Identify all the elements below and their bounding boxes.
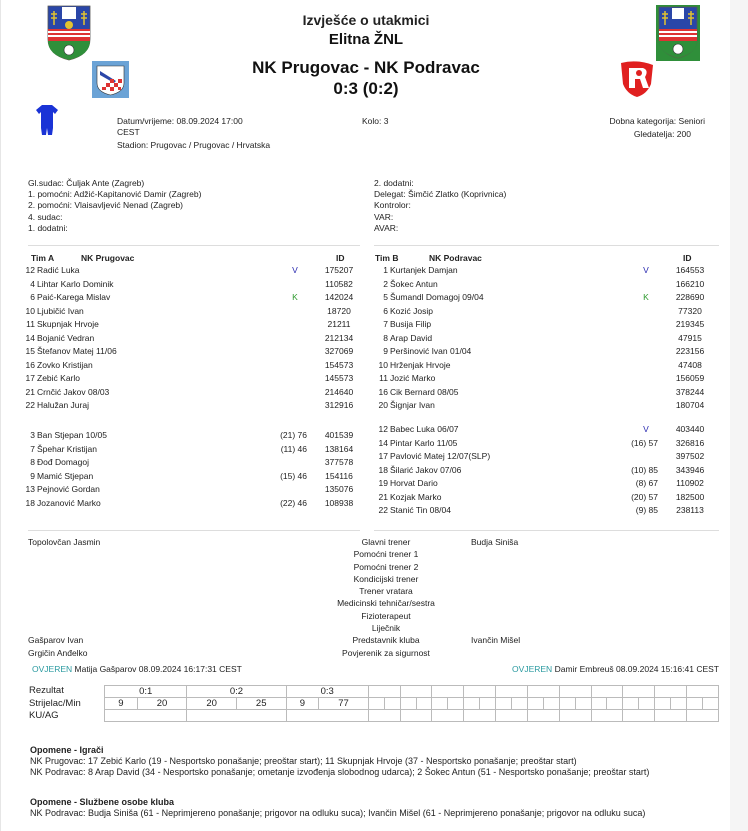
player-row [15, 318, 364, 332]
player-number: 8 [383, 332, 388, 343]
player-name: Pintar Karlo 11/05 [390, 437, 458, 448]
substitution: (10) 85 [631, 464, 658, 475]
home-verification: OVJEREN Matija Gašparov 08.09.2024 16:17:31 CEST [32, 664, 242, 674]
player-id: 312916 [324, 400, 354, 410]
ku-ag-cell [187, 710, 286, 722]
goalkeeper-flag: V [643, 265, 649, 275]
staff-member: Ivančin Mišel [471, 635, 521, 646]
scorer-cell: 9 [286, 698, 319, 710]
staff-role-label: Liječnik [371, 623, 401, 634]
score-cell: 0:1 [105, 686, 187, 698]
player-row [15, 386, 364, 400]
player-id: 154116 [325, 470, 353, 481]
substitution: (21) 76 [280, 430, 307, 440]
player-number: 10 [25, 305, 35, 316]
scorer-cell [384, 698, 400, 710]
scorer-cell: 9 [105, 698, 138, 710]
player-row [15, 443, 364, 457]
official-row: 4. sudac: [28, 211, 63, 222]
scorer-cell [448, 698, 464, 710]
player-row [368, 504, 715, 518]
team-b-name: NK Podravac [429, 253, 482, 263]
player-row [15, 359, 364, 373]
caution-line: NK Podravac: Budja Siniša (61 - Neprimjereno ponašanje; prigovor na odluku suca); Ivančin Mišel (61 - Neprimjereno ponašanje; prigovor na odluku suca) [30, 808, 646, 818]
score-cell [655, 686, 687, 698]
ku-ag-cell [655, 710, 687, 722]
scorer-cell [416, 698, 432, 710]
player-name: Đođ Domagoj [37, 457, 89, 467]
match-round: Kolo: 3 [362, 116, 389, 126]
staff-role-label: Predstavnik kluba [352, 635, 420, 646]
blue-kit-icon [35, 104, 59, 136]
score-cell [464, 686, 496, 698]
scorer-cell: 77 [319, 698, 369, 710]
scorer-cell: 20 [187, 698, 237, 710]
ku-ag-cell [686, 710, 718, 722]
player-name: Pavlović Matej 12/07(SLP) [390, 451, 491, 461]
team-b-label: Tim B [375, 253, 399, 263]
player-name: Ban Stjepan 10/05 [37, 430, 107, 440]
score-cell [432, 686, 464, 698]
score-cell [368, 686, 400, 698]
divider [374, 530, 719, 531]
staff-role-label: Kondicijski trener [353, 573, 419, 584]
ku-ag-cell [432, 710, 464, 722]
scorer-cell [496, 698, 512, 710]
player-number: 16 [378, 386, 388, 397]
player-name: Skupnjak Hrvoje [37, 319, 99, 329]
match-score: 0:3 (0:2) [333, 79, 399, 98]
substitution: (16) 57 [631, 437, 658, 448]
staff-role-label: Povjerenik za sigurnost [342, 647, 430, 658]
player-number: 13 [25, 484, 35, 494]
player-id: 214640 [324, 386, 354, 397]
player-name: Mamić Stjepan [37, 470, 94, 481]
away-verification: OVJEREN Damir Embreuš 08.09.2024 15:16:41 CEST [512, 664, 719, 674]
player-row [368, 491, 715, 505]
league-name: Elitna ŽNL [328, 31, 404, 48]
score-cell [559, 686, 591, 698]
player-row [15, 264, 364, 278]
ku-ag-cell [496, 710, 528, 722]
official-row: AVAR: [374, 222, 399, 233]
official-cautions-title: Opomene - Službene osobe kluba [30, 797, 175, 807]
scorer-cell [464, 698, 480, 710]
player-id: 154573 [324, 359, 354, 370]
player-name: Pejnović Gordan [37, 484, 100, 494]
player-row [368, 332, 715, 346]
score-cell [623, 686, 655, 698]
player-row [15, 483, 364, 497]
team-a-label: Tim A [31, 253, 55, 263]
player-number: 3 [30, 430, 35, 440]
player-name: Halužan Juraj [37, 400, 89, 410]
player-row [368, 291, 715, 305]
player-row [15, 332, 364, 346]
scorer-cell [432, 698, 448, 710]
player-number: 12 [25, 265, 35, 275]
staff-member [471, 573, 520, 585]
scorer-cell [686, 698, 702, 710]
player-name: Lihtar Karlo Dominik [37, 278, 114, 289]
player-row [368, 264, 715, 278]
age-category: Dobna kategorija: Seniori [609, 116, 705, 126]
player-id: 397502 [675, 451, 705, 461]
staff-member [471, 585, 520, 597]
captain-flag: K [292, 292, 298, 302]
staff-member [471, 561, 520, 573]
player-id: 145573 [324, 373, 354, 383]
player-id: 108938 [324, 497, 354, 508]
player-id: 327069 [324, 346, 354, 356]
staff-roles [301, 536, 471, 659]
player-number: 16 [25, 359, 35, 370]
player-row [15, 399, 364, 413]
official-row: Delegat: Šimčić Zlatko (Koprivnica) [374, 189, 507, 200]
player-number: 20 [378, 400, 388, 410]
player-name: Hrženjak Hrvoje [390, 359, 451, 370]
player-row [15, 470, 364, 484]
player-row [15, 278, 364, 292]
staff-member [471, 610, 520, 622]
player-row [368, 359, 715, 373]
away-team-logo [619, 60, 655, 98]
player-row [368, 305, 715, 319]
player-id: 156059 [675, 373, 705, 383]
ku-ag-cell [527, 710, 559, 722]
staff-member [471, 647, 520, 659]
official-row: Gl.sudac: Čuljak Ante (Zagreb) [28, 178, 145, 188]
ku-ag-cell [105, 710, 187, 722]
score-cell: 0:2 [187, 686, 286, 698]
player-row [368, 386, 715, 400]
player-id: 110582 [325, 278, 353, 289]
scorer-cell: 20 [137, 698, 187, 710]
staff-member [28, 622, 100, 634]
substitution: (9) 85 [635, 505, 658, 515]
player-row [15, 497, 364, 511]
player-row [15, 429, 364, 443]
player-name: Babec Luka 06/07 [390, 424, 459, 434]
officials-left [28, 178, 201, 234]
player-id: 228690 [675, 292, 705, 302]
player-name: Zovko Kristijan [37, 359, 93, 370]
scorer-cell [655, 698, 671, 710]
player-number: 7 [30, 443, 35, 454]
scorer-cell [623, 698, 639, 710]
player-id: 18720 [327, 305, 351, 316]
player-name: Šokec Antun [390, 278, 438, 289]
team-b-id-header: ID [683, 253, 692, 263]
county-crest-icon [656, 5, 700, 61]
staff-role-label: Trener vratara [359, 586, 413, 597]
scorer-cell [575, 698, 591, 710]
player-id: 175207 [324, 265, 354, 275]
player-number: 18 [25, 497, 35, 508]
official-row: 1. pomoćni: Adžić-Kapitanović Damir (Zagreb) [28, 189, 202, 200]
official-row: Kontrolor: [374, 200, 411, 211]
away-staff [471, 536, 520, 659]
score-cell [527, 686, 559, 698]
player-cautions-title: Opomene - Igrači [30, 745, 104, 755]
player-number: 21 [378, 491, 388, 502]
player-row [15, 456, 364, 470]
player-number: 4 [30, 278, 35, 289]
player-name: Kurtanjek Damjan [390, 265, 458, 275]
staff-member [28, 573, 100, 585]
player-number: 17 [378, 451, 388, 461]
official-row: 1. dodatni: [28, 222, 68, 233]
divider [28, 245, 360, 246]
scorer-cell [607, 698, 623, 710]
scrollbar-track[interactable] [730, 0, 748, 831]
player-id: 401539 [324, 430, 354, 440]
player-row [368, 464, 715, 478]
player-number: 11 [26, 319, 35, 329]
player-name: Busija Filip [390, 319, 432, 329]
goalkeeper-flag: V [292, 265, 298, 275]
player-number: 19 [378, 478, 388, 488]
player-row [15, 305, 364, 319]
player-id: 378244 [675, 386, 705, 397]
player-name: Jozanović Marko [37, 497, 101, 508]
staff-member [28, 610, 100, 622]
player-row [368, 372, 715, 386]
player-name: Špehar Kristijan [37, 443, 98, 454]
match-stadium: Stadion: Prugovac / Prugovac / Hrvatska [117, 140, 271, 150]
score-cell [591, 686, 623, 698]
player-id: 219345 [675, 319, 705, 329]
match-title: NK Prugovac - NK Podravac [252, 58, 480, 77]
player-number: 9 [383, 346, 388, 356]
match-timezone: CEST [117, 127, 140, 137]
player-name: Bojanić Vedran [37, 332, 95, 343]
player-id: 403440 [675, 424, 705, 434]
player-id: 212134 [324, 332, 354, 343]
score-cell [686, 686, 718, 698]
player-id: 138164 [324, 443, 354, 454]
player-name: Peršinović Ivan 01/04 [390, 346, 472, 356]
scorer-cell [368, 698, 384, 710]
player-id: 223156 [675, 346, 705, 356]
player-name: Šignjar Ivan [390, 400, 435, 410]
player-row [368, 477, 715, 491]
official-row: 2. pomoćni: Vlaisavljević Nenad (Zagreb) [28, 200, 183, 211]
player-row [15, 372, 364, 386]
player-name: Arap David [390, 332, 433, 343]
player-name: Ljubičić Ivan [37, 305, 84, 316]
home-staff [28, 536, 100, 659]
player-cautions [30, 745, 649, 778]
official-cautions [30, 797, 645, 819]
player-number: 11 [379, 373, 388, 383]
player-number: 2 [383, 278, 388, 289]
player-id: 142024 [324, 292, 354, 302]
caution-line: NK Podravac: 8 Arap David (34 - Nesportsko ponašanje; ometanje izvođenja slobodnog udarca); 2 Šokec Antun (51 - Nesportsko ponašanje; preoštar start) [30, 767, 650, 777]
player-number: 14 [378, 437, 388, 448]
substitution: (20) 57 [631, 491, 658, 502]
scorer-cell [400, 698, 416, 710]
player-name: Cik Bernard 08/05 [390, 386, 459, 397]
player-id: 377578 [324, 457, 354, 467]
player-id: 182500 [675, 491, 705, 502]
results-grid-labels: Rezultat Strijelac/Min KU/AG [29, 685, 81, 721]
ku-ag-cell [286, 710, 368, 722]
scorer-cell [702, 698, 718, 710]
staff-role-label: Pomoćni trener 2 [353, 561, 419, 572]
player-name: Kozić Josip [390, 305, 433, 316]
match-datetime: Datum/vrijeme: 08.09.2024 17:00 [117, 116, 243, 126]
player-number: 6 [383, 305, 388, 316]
score-cell: 0:3 [286, 686, 368, 698]
player-row [368, 437, 715, 451]
player-id: 47915 [678, 332, 702, 343]
staff-member [28, 548, 100, 560]
goalkeeper-flag: V [643, 424, 649, 434]
ku-ag-cell [368, 710, 400, 722]
caution-line: NK Prugovac: 17 Zebić Karlo (19 - Nesportsko ponašanje; preoštar start); 11 Skupnjak Hrvoje (37 - Nesportsko ponašanje; preoštar start) [30, 756, 577, 766]
official-row: 2. dodatni: [374, 178, 414, 188]
player-row [368, 278, 715, 292]
player-name: Šilarić Jakov 07/06 [390, 464, 462, 475]
player-id: 326816 [675, 437, 705, 448]
scorer-cell [480, 698, 496, 710]
player-row [15, 291, 364, 305]
staff-member: Topolovčan Jasmin [28, 537, 101, 547]
player-name: Stanić Tin 08/04 [390, 505, 451, 515]
player-name: Paić-Karega Mislav [37, 292, 111, 302]
player-number: 5 [383, 292, 388, 302]
ku-ag-cell [559, 710, 591, 722]
player-row [368, 345, 715, 359]
spectators: Gledatelja: 200 [633, 129, 691, 139]
player-id: 47408 [678, 359, 702, 370]
player-number: 22 [25, 400, 35, 410]
score-cell [400, 686, 432, 698]
staff-role-label: Pomoćni trener 1 [353, 549, 419, 560]
ku-ag-cell [591, 710, 623, 722]
substitution: (8) 67 [635, 478, 658, 488]
player-number: 21 [25, 386, 35, 397]
player-number: 6 [30, 292, 35, 302]
player-row [15, 345, 364, 359]
player-row [368, 318, 715, 332]
officials-right [374, 178, 506, 234]
player-number: 15 [25, 346, 35, 356]
player-name: Štefanov Matej 11/06 [37, 346, 117, 356]
player-row [368, 450, 715, 464]
staff-member: Budja Siniša [471, 537, 519, 547]
player-row [368, 399, 715, 413]
scorer-cell [671, 698, 687, 710]
player-number: 12 [378, 424, 388, 434]
player-number: 1 [383, 265, 388, 275]
player-id: 164553 [675, 265, 705, 275]
staff-member [471, 548, 520, 560]
player-id: 110902 [676, 478, 704, 488]
staff-member: Gašparov Ivan [28, 635, 84, 646]
player-name: Crnčić Jakov 08/03 [37, 386, 110, 397]
staff-role-label: Glavni trener [361, 537, 411, 547]
player-id: 21211 [327, 319, 351, 329]
substitution: (11) 46 [280, 443, 307, 454]
player-name: Radić Luka [37, 265, 80, 275]
player-number: 7 [383, 319, 388, 329]
scorer-cell [639, 698, 655, 710]
official-row: VAR: [374, 211, 394, 222]
verified-status: OVJEREN [512, 664, 553, 674]
divider [28, 530, 360, 531]
team-a-id-header: ID [336, 253, 345, 263]
player-number: 8 [30, 457, 35, 467]
staff-member [28, 585, 100, 597]
player-id: 238113 [676, 505, 704, 515]
player-name: Kozjak Marko [390, 491, 442, 502]
score-cell [496, 686, 528, 698]
player-number: 9 [30, 470, 35, 481]
player-id: 135076 [324, 484, 354, 494]
staff-member [471, 622, 520, 634]
scorer-cell [527, 698, 543, 710]
player-number: 18 [378, 464, 388, 475]
staff-member [28, 597, 100, 609]
captain-flag: K [643, 292, 649, 302]
player-name: Zebić Karlo [37, 373, 80, 383]
scorer-cell [559, 698, 575, 710]
verified-status: OVJEREN [32, 664, 73, 674]
scorer-cell [543, 698, 559, 710]
staff-member: Grgičin Anđelko [28, 647, 88, 658]
scorer-cell [512, 698, 528, 710]
player-name: Šumandl Domagoj 09/04 [390, 292, 484, 302]
ku-ag-cell [623, 710, 655, 722]
player-name: Horvat Dario [390, 478, 438, 488]
staff-member [471, 597, 520, 609]
substitution: (22) 46 [280, 497, 307, 508]
player-id: 166210 [675, 278, 705, 289]
staff-member [28, 561, 100, 573]
staff-role-label: Medicinski tehničar/sestra [337, 598, 435, 609]
ku-ag-cell [464, 710, 496, 722]
results-grid [104, 685, 719, 722]
player-id: 180704 [675, 400, 705, 410]
player-number: 22 [378, 505, 388, 515]
scorer-cell: 25 [236, 698, 286, 710]
divider [374, 245, 719, 246]
substitution: (15) 46 [280, 470, 307, 481]
player-id: 77320 [678, 305, 702, 316]
staff-role-label: Fizioterapeut [361, 610, 411, 621]
ku-ag-cell [400, 710, 432, 722]
scorer-cell [591, 698, 607, 710]
player-number: 14 [25, 332, 35, 343]
player-name: Jozić Marko [390, 373, 436, 383]
team-a-name: NK Prugovac [81, 253, 135, 263]
player-row [368, 423, 715, 437]
player-number: 17 [25, 373, 35, 383]
player-number: 10 [378, 359, 388, 370]
player-id: 343946 [675, 464, 705, 475]
report-title: Izvješće o utakmici [302, 12, 430, 28]
